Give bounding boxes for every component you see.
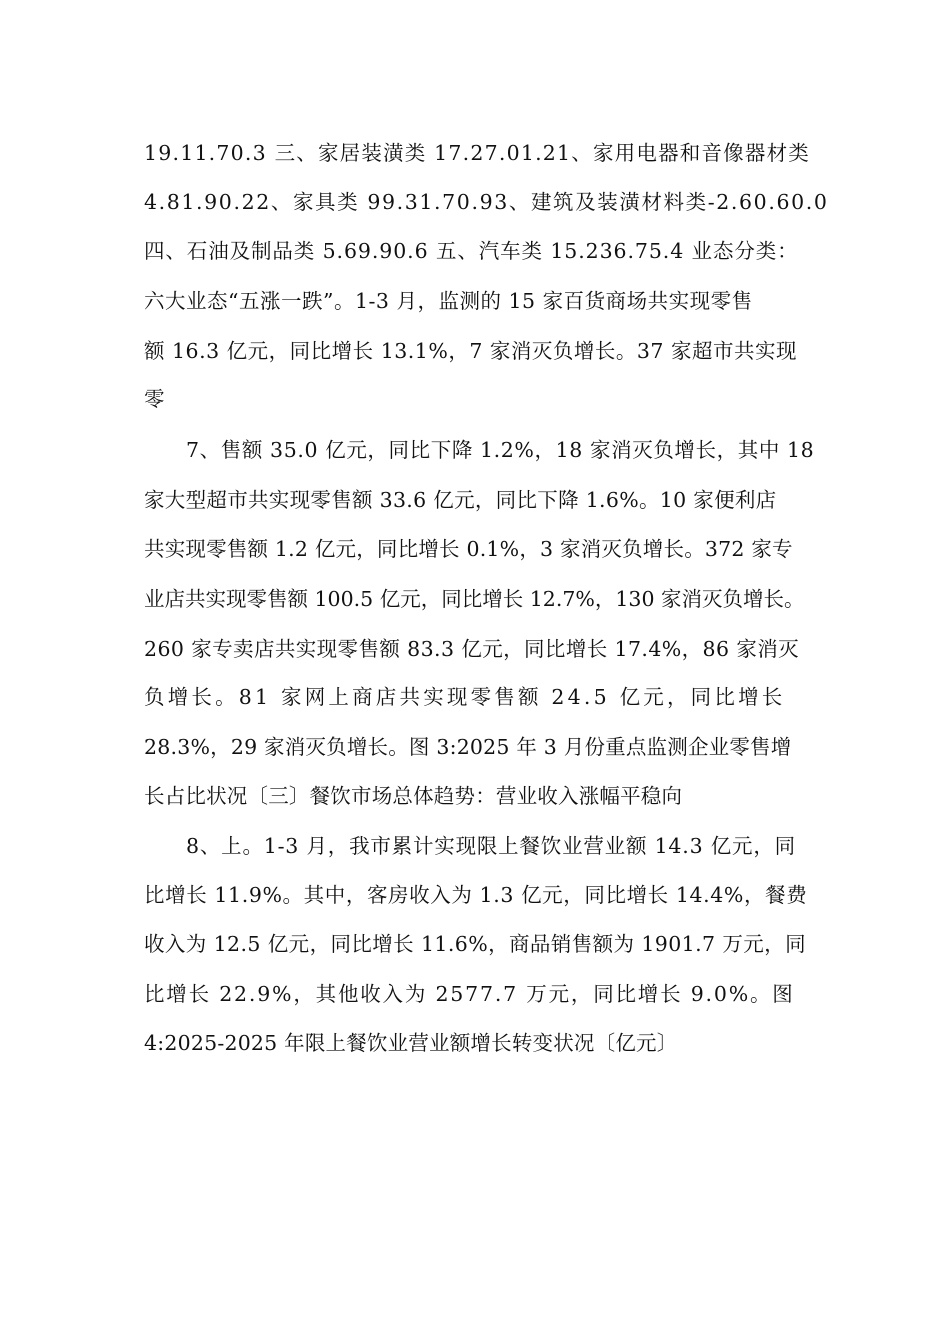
text-line: 4.81.90.22、家具类 99.31.70.93、建筑及装潢材料类-2.60.60.0 (144, 190, 829, 214)
paragraph-first-line: 7、售额 35.0 亿元，同比下降 1.2%，18 家消灭负增长，其中 18 (186, 438, 815, 462)
text-line: 比增长 11.9%。其中，客房收入为 1.3 亿元，同比增长 14.4%，餐费 (144, 883, 808, 907)
paragraph-first-line: 8、上。1-3 月，我市累计实现限上餐饮业营业额 14.3 亿元，同 (186, 834, 796, 858)
text-line: 4:2025-2025 年限上餐饮业营业额增长转变状况〔亿元〕 (144, 1031, 678, 1055)
text-line: 28.3%，29 家消灭负增长。图 3:2025 年 3 月份重点监测企业零售增 (144, 735, 792, 759)
text-line: 共实现零售额 1.2 亿元，同比增长 0.1%，3 家消灭负增长。372 家专 (144, 537, 793, 561)
text-line: 家大型超市共实现零售额 33.6 亿元，同比下降 1.6%。10 家便利店 (144, 488, 777, 512)
text-line: 额 16.3 亿元，同比增长 13.1%，7 家消灭负增长。37 家超市共实现 (144, 339, 797, 363)
text-line: 长占比状况〔三〕餐饮市场总体趋势：营业收入涨幅平稳向 (144, 784, 683, 808)
text-line: 零 (144, 387, 165, 411)
text-line: 收入为 12.5 亿元，同比增长 11.6%，商品销售额为 1901.7 万元，同 (144, 932, 806, 956)
text-line: 260 家专卖店共实现零售额 83.3 亿元，同比增长 17.4%，86 家消灭 (144, 637, 800, 661)
text-line: 比增长 22.9%，其他收入为 2577.7 万元，同比增长 9.0%。图 (144, 982, 795, 1006)
text-line: 六大业态“五涨一跌”。1-3 月，监测的 15 家百货商场共实现零售 (144, 289, 753, 313)
text-line: 业店共实现零售额 100.5 亿元，同比增长 12.7%，130 家消灭负增长。 (144, 587, 805, 611)
text-line: 19.11.70.3 三、家居装潢类 17.27.01.21、家用电器和音像器材类 (144, 141, 810, 165)
text-line: 四、石油及制品类 5.69.90.6 五、汽车类 15.236.75.4 业态分类： (144, 239, 799, 263)
text-line: 负增长。81 家网上商店共实现零售额 24.5 亿元，同比增长 (144, 685, 786, 709)
